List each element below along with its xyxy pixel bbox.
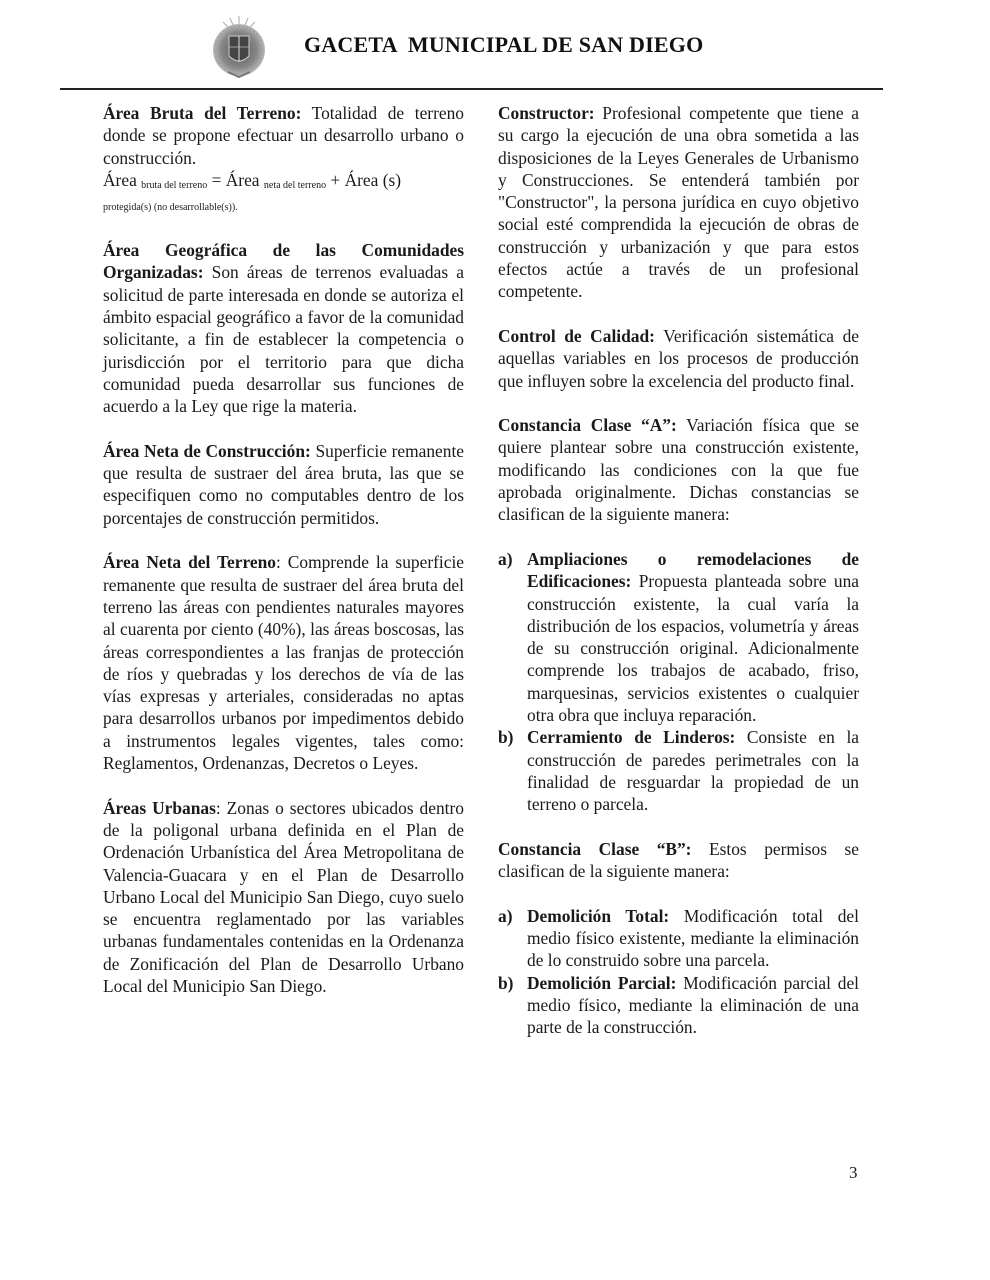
page-header [0, 0, 990, 92]
publication-title: GACETA MUNICIPAL DE SAN DIEGO [304, 32, 704, 57]
list-item-text: Propuesta planteada sobre una construcción existente, la cual varía la distribución de los espacios, volumetría y áreas de su construcción original. Adicionalmente comprende los trabajos de acabado, friso, marquesinas, servicios existentes o cualquier otra obra que incluya reparación. [527, 571, 859, 726]
formula-term: Área [103, 169, 142, 190]
definition-text: Profesional competente que tiene a su cargo la ejecución de una obra sometida a las disposiciones de la Leyes Generales de Urbanismo y Construcciones. Se entenderá también por "Constructor", la persona jurídica en cuyo objetivo social esté comprendida la ejecución de obras de construcción y urbanización y que para estos efectos actúe a través de un profesional competente. [498, 103, 859, 302]
definition-term: Constancia Clase “B”: [498, 838, 692, 859]
definition-text: : Zonas o sectores ubicados dentro de la poligonal urbana definida en el Plan de Ordenación Urbanística del Área Metropolitana de Valencia-Guacara y en el Plan de Desarrollo Urbano Local del Municipio San Diego, cuyo suelo se encuentra reglamentado por las variables urbanas fundamentales contenidas en la Ordenanza de Zonificación del Plan de Desarrollo Urbano Local del Municipio San Diego. [103, 797, 464, 996]
right-column [498, 102, 859, 1061]
list-item [498, 726, 859, 815]
list-item-term: Demolición Total: [527, 905, 670, 926]
left-column [103, 102, 464, 1020]
formula-subscript: bruta del terreno [141, 179, 208, 191]
definition-text: Variación física que se quiere plantear sobre una construcción existente, modificando las condiciones con la que fue aprobada originalmente. Dichas constancias se clasifican de la siguiente manera: [498, 415, 859, 525]
definition-areas-urbanas [103, 797, 464, 998]
definition-text: Totalidad de terreno donde se propone efectuar un desarrollo urbano o construcción. [103, 103, 464, 168]
definition-term: Área Neta de Construcción: [103, 440, 311, 461]
header-divider [60, 88, 883, 90]
coat-of-arms-emblem-icon [210, 14, 268, 80]
definition-constancia-a [498, 414, 859, 525]
formula-term: + Área (s) [326, 169, 402, 190]
definition-term: Área Bruta del Terreno: [103, 103, 302, 123]
definition-term: Control de Calidad: [498, 325, 655, 346]
constancia-a-list [498, 548, 859, 816]
list-item-text: Consiste en la construcción de paredes perimetrales con la finalidad de resguardar la propiedad de un terreno o parcela. [527, 727, 859, 815]
definition-text: Estos permisos se clasifican de la siguiente manera: [498, 838, 859, 882]
list-item-text: Modificación total del medio físico existente, mediante la eliminación de lo construido sobre una parcela. [527, 905, 859, 971]
definition-constancia-b [498, 838, 859, 883]
definition-area-neta-construccion [103, 440, 464, 529]
list-item-term: Ampliaciones o remodelaciones de Edificaciones: [527, 548, 859, 592]
list-item [498, 905, 859, 972]
definition-term: Área Geográfica de las Comunidades Organizadas: [103, 240, 464, 283]
page-number: 3 [849, 1163, 858, 1182]
list-marker: b) [498, 727, 514, 748]
definition-constructor [498, 102, 859, 303]
definition-area-bruta [103, 102, 464, 217]
definition-text: Verificación sistemática de aquellas variables en los procesos de producción que influyen sobre la excelencia del producto final. [498, 325, 859, 391]
area-formula [103, 169, 464, 217]
list-marker: b) [498, 972, 514, 993]
list-item-term: Demolición Parcial: [527, 972, 677, 993]
definition-text: Superficie remanente que resulta de sustraer del área bruta, las que se especifiquen como no computables dentro de los porcentajes de construcción permitidos. [103, 440, 465, 528]
formula-term: = Área [207, 169, 264, 190]
definition-term: Constructor: [498, 103, 595, 123]
formula-tail: protegida(s) (no desarrollable(s)). [103, 201, 238, 213]
definition-term: Área Neta del Terreno [103, 552, 276, 573]
definition-term: Áreas Urbanas [103, 797, 216, 818]
definition-text: : Comprende la superficie remanente que resulta de sustraer del área bruta del terreno las áreas con pendientes naturales mayores al cuarenta por ciento (40%), las áreas boscosas, las áreas correspondientes a las franjas de protección de ríos y quebradas y los derechos de vía de las vías expresas y arteriales, consideradas no aptas para desarrollos urbanos por impedimentos debido a instrumentos legales vigentes, tales como: Reglamentos, Ordenanzas, Decretos o Leyes. [103, 552, 464, 774]
list-item-text: Modificación parcial del medio físico, mediante la eliminación de una parte de la construcción. [527, 972, 859, 1038]
list-marker: a) [498, 548, 513, 569]
list-item-term: Cerramiento de Linderos: [527, 727, 736, 748]
definition-area-neta-terreno [103, 551, 464, 774]
formula-subscript: neta del terreno [263, 179, 327, 191]
definition-control-calidad [498, 325, 859, 392]
list-item [498, 972, 859, 1039]
definition-term: Constancia Clase “A”: [498, 415, 677, 436]
definition-area-geografica [103, 239, 464, 417]
list-item [498, 548, 859, 726]
definition-text: Son áreas de terrenos evaluadas a solicitud de parte interesada en donde se autoriza el ámbito espacial geográfico a favor de la comunidad solicitante, a fin de establecer la competencia o jurisdicción por el territorio para que dicha comunidad pueda desarrollar sus funciones de acuerdo a la Ley que rige la materia. [103, 262, 464, 417]
list-marker: a) [498, 905, 513, 926]
constancia-b-list [498, 905, 859, 1039]
